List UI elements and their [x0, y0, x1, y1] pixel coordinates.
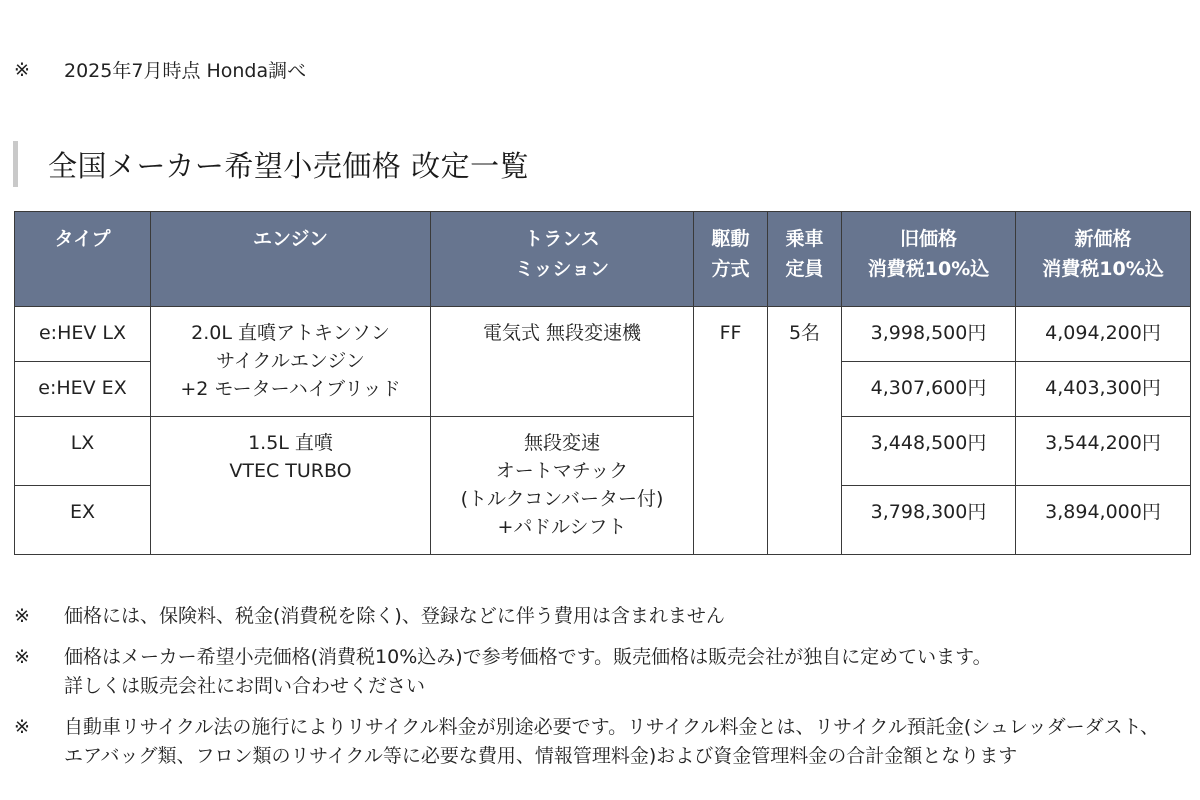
footnote-text: 価格には、保険料、税金(消費税を除く)、登録などに伴う費用は含まれません [64, 605, 725, 627]
footnote [14, 713, 1194, 771]
table-header-row [15, 212, 1191, 307]
cell-new-price: 4,094,200円 [1016, 307, 1191, 362]
header-transmission: トランス ミッション [431, 212, 694, 307]
note-mark: ※ [14, 646, 30, 668]
cell-old-price: 3,798,300円 [842, 486, 1016, 555]
cell-drive: FF [694, 307, 768, 555]
section-heading-text: 全国メーカー希望小売価格 改定一覧 [48, 148, 530, 183]
header-new-price: 新価格 消費税10%込 [1016, 212, 1191, 307]
table-row [15, 307, 1191, 362]
footnote [14, 643, 1194, 701]
cell-type: e:HEV LX [15, 307, 151, 362]
cell-engine-hev: 2.0L 直噴アトキンソン サイクルエンジン +2 モーターハイブリッド [151, 307, 431, 417]
cell-new-price: 3,894,000円 [1016, 486, 1191, 555]
header-drive: 駆動 方式 [694, 212, 768, 307]
price-revision-table [14, 211, 1191, 555]
note-mark: ※ [14, 716, 30, 738]
header-engine: エンジン [151, 212, 431, 307]
table-row [15, 417, 1191, 486]
note-mark: ※ [14, 58, 30, 81]
cell-transmission-turbo: 無段変速 オートマチック (トルクコンバーター付) +パドルシフト [431, 417, 694, 555]
cell-old-price: 4,307,600円 [842, 362, 1016, 417]
footnote-text: 自動車リサイクル法の施行によりリサイクル料金が別途必要です。リサイクル料金とは、リサイクル預託金(シュレッダーダスト、 エアバッグ類、フロン類のリサイクル等に必要な費用、情報管理料金)および資金管理料金の合計金額となります [64, 716, 1159, 767]
cell-type: e:HEV EX [15, 362, 151, 417]
note-mark: ※ [14, 605, 30, 627]
section-heading [13, 141, 529, 187]
cell-old-price: 3,448,500円 [842, 417, 1016, 486]
cell-transmission-hev: 電気式 無段変速機 [431, 307, 694, 417]
header-type: タイプ [15, 212, 151, 307]
top-note [14, 56, 306, 83]
top-note-text: 2025年7月時点 Honda調べ [64, 60, 307, 82]
cell-new-price: 3,544,200円 [1016, 417, 1191, 486]
cell-engine-turbo: 1.5L 直噴 VTEC TURBO [151, 417, 431, 555]
cell-old-price: 3,998,500円 [842, 307, 1016, 362]
header-capacity: 乗車 定員 [768, 212, 842, 307]
cell-capacity: 5名 [768, 307, 842, 555]
cell-type: EX [15, 486, 151, 555]
footnote-text: 価格はメーカー希望小売価格(消費税10%込み)で参考価格です。販売価格は販売会社が独自に定めています。 詳しくは販売会社にお問い合わせください [64, 646, 992, 697]
header-old-price: 旧価格 消費税10%込 [842, 212, 1016, 307]
footnotes [14, 602, 1194, 783]
cell-type: LX [15, 417, 151, 486]
cell-new-price: 4,403,300円 [1016, 362, 1191, 417]
footnote [14, 602, 1194, 631]
